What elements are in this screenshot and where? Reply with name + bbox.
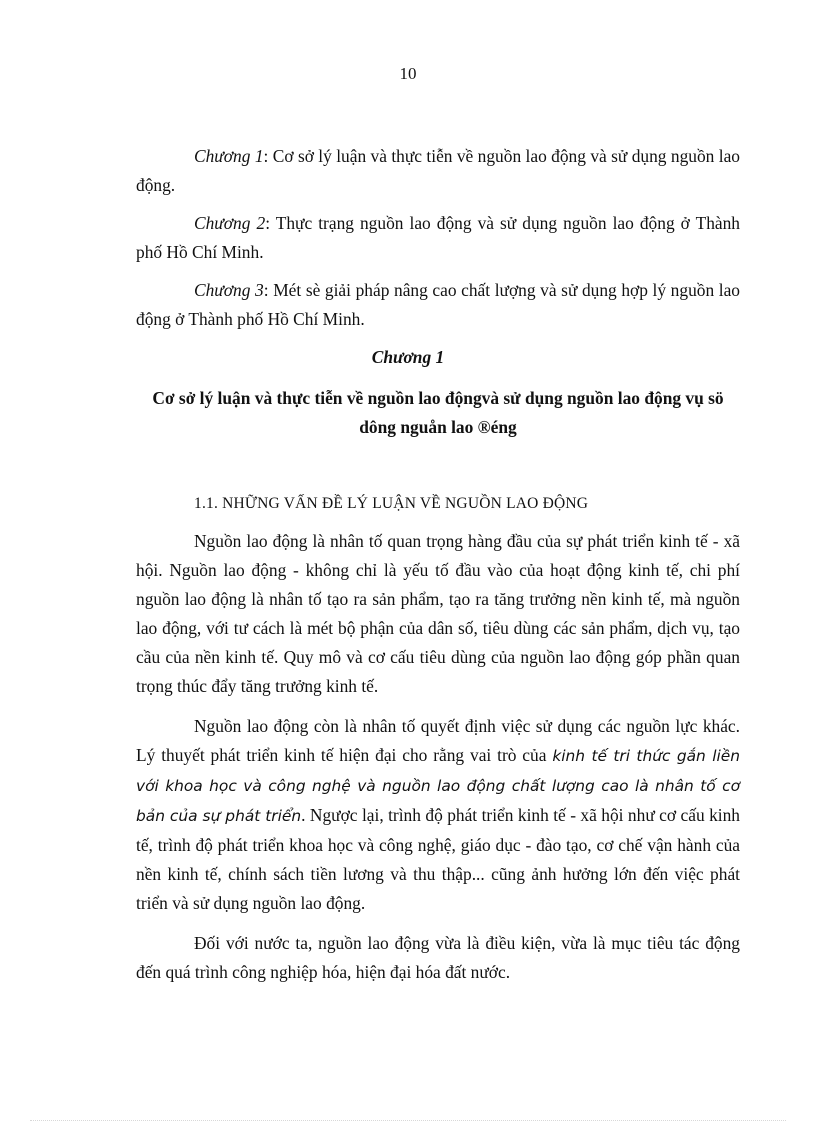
chapter-title: Cơ sở lý luận và thực tiễn về nguồn lao độngvà sử dụng nguồn lao động vụ sö dông nguån lao ®éng xyxy=(152,388,724,437)
chapter-heading: Chương 1 xyxy=(371,347,445,367)
italic-emphasis: kinh tế tri thức gắn liền với khoa học và công nghệ và nguồn lao động chất lượng cao là nhân tố cơ bản của sự phát triển xyxy=(136,747,740,825)
section-heading: 1.1. NHỮNG VẤN ĐỀ LÝ LUẬN VỀ NGUỒN LAO ĐỘNG xyxy=(194,495,589,512)
page-number: 10 xyxy=(399,64,417,83)
outline-item-2: Chương 2: Thực trạng nguồn lao động và sử dụng nguồn lao động ở Thành phố Hồ Chí Minh. xyxy=(136,213,741,262)
chapter-outline xyxy=(136,142,740,334)
body-text xyxy=(136,527,740,987)
paragraph-1: Nguồn lao động là nhân tố quan trọng hàng đầu của sự phát triển kinh tế - xã hội. Nguồn lao động - không chỉ là yếu tố đầu vào của hoạt động kinh tế, chi phí nguồn lao động là nhân tố tạo ra sản phẩm, tạo ra tăng trưởng nền kinh tế, mà nguồn lao động, với tư cách là mét bộ phận của dân số, tiêu dùng các sản phẩm, dịch vụ, tạo cầu của nền kinh tế. Quy mô và cơ cấu tiêu dùng của nguồn lao động góp phần quan trọng thúc đẩy tăng trưởng kinh tế. xyxy=(136,531,740,696)
page-bottom-divider xyxy=(30,1120,786,1121)
paragraph-2: Nguồn lao động còn là nhân tố quyết định việc sử dụng các nguồn lực khác. Lý thuyết phát triển kinh tế hiện đại cho rằng vai trò của kinh tế tri thức gắn liền với khoa học và công nghệ và nguồn lao động chất lượng cao là nhân tố cơ bản của sự phát triển. Ngược lại, trình độ phát triển kinh tế - xã hội như cơ cấu kinh tế, trình độ phát triển khoa học và công nghệ, giáo dục - đào tạo, cơ chế vận hành của nền kinh tế, chính sách tiền lương và thu thập... cũng ảnh hưởng lớn đến việc phát triển và sử dụng nguồn lao động. xyxy=(136,716,740,913)
outline-item-1: Chương 1: Cơ sở lý luận và thực tiễn về nguồn lao động và sử dụng nguồn lao động. xyxy=(136,146,740,195)
paragraph-3: Đối với nước ta, nguồn lao động vừa là điều kiện, vừa là mục tiêu tác động đến quá trình công nghiệp hóa, hiện đại hóa đất nước. xyxy=(136,933,740,982)
outline-item-3: Chương 3: Mét sè giải pháp nâng cao chất lượng và sử dụng hợp lý nguồn lao động ở Thành phố Hồ Chí Minh. xyxy=(136,280,741,329)
